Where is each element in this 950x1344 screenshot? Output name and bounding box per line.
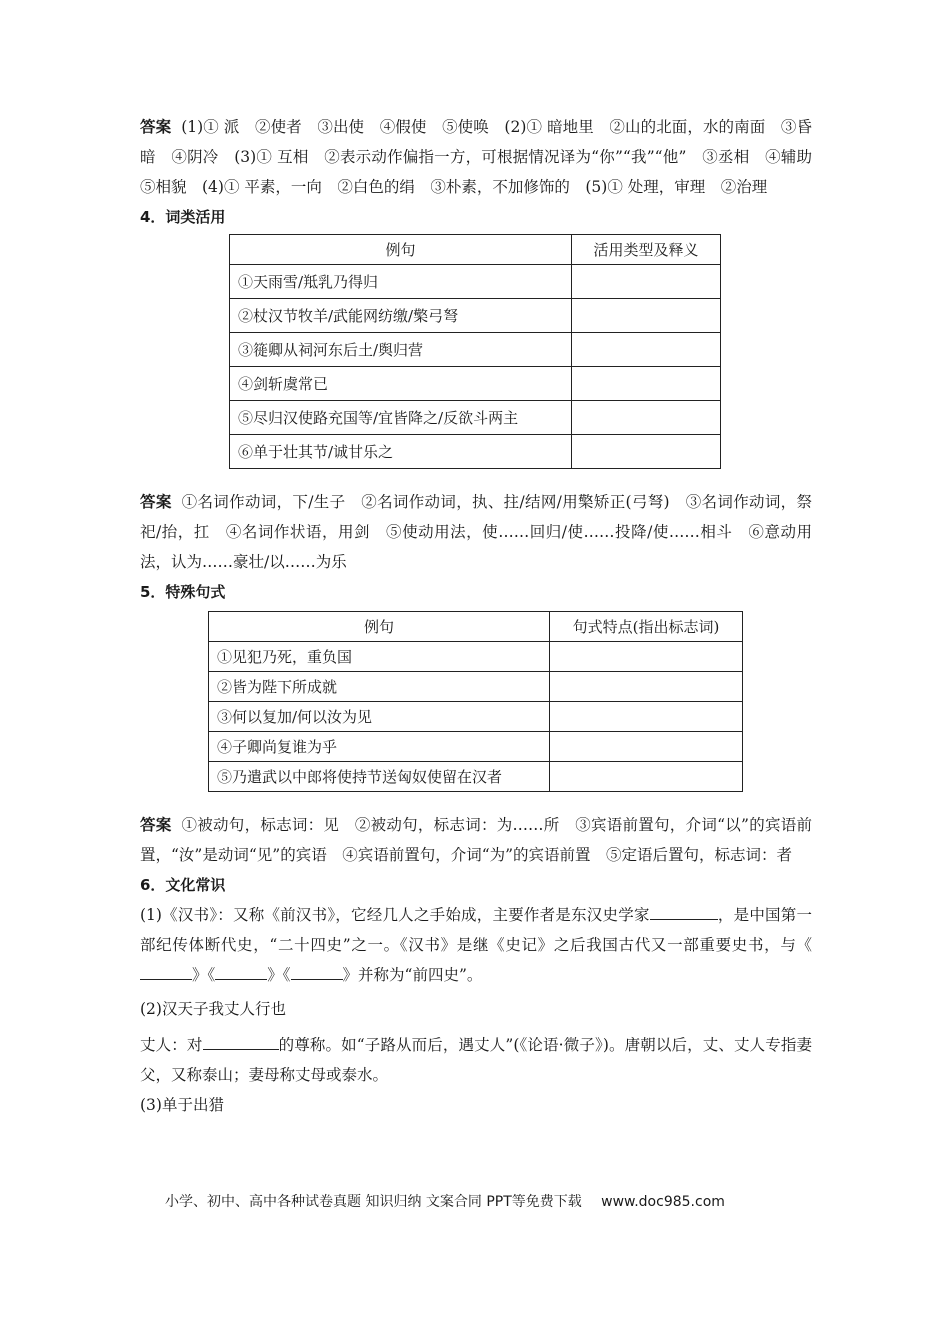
answer-block-3 xyxy=(140,112,828,202)
answer-text: ①名词作动词，下/生子 ②名词作动词，执、拄/结网/用檠矫正(弓弩) ③名词作动词，祭祀/抬，扛 ④名词作状语，用剑 ⑤使动用法，使……回归/使……投降/使……相斗 ⑥意动用法，认为……豪壮/以……为乐 xyxy=(140,493,812,571)
table-row: ④剑斩虞常已 xyxy=(230,367,721,401)
culture-item-2: (2)汉天子我丈人行也 xyxy=(140,1000,286,1018)
section-title: 5．特殊句式 xyxy=(140,583,226,601)
culture-item-2-desc: 丈人：对 的尊称。如“子路从而后，遇丈人”(《论语·微子》)。唐朝以后，丈、丈人专指妻父，又称泰山；妻母称丈母或泰水。 xyxy=(140,1030,812,1090)
answer-label: 答案 xyxy=(140,492,172,511)
answer-text: ①被动句，标志词：见 ②被动句，标志词：为……所 ③宾语前置句，介词“以”的宾语前置，“汝”是动词“见”的宾语 ④宾语前置句，介词“为”的宾语前置 ⑤定语后置句，标志词：者 xyxy=(140,816,812,864)
document-page xyxy=(140,112,828,1120)
answer-label: 答案 xyxy=(140,117,172,136)
culture-item-1: (1)《汉书》：又称《前汉书》，它经几人之手始成，主要作者是东汉史学家 ，是中国第一部纪传体断代史，“二十四史”之一。《汉书》是继《史记》之后我国古代又一部重要史书，与《》《 》《 》并称为“前四史”。 xyxy=(140,900,812,990)
table-row: ⑤尽归汉使路充国等/宜皆降之/反欲斗两主 xyxy=(230,401,721,435)
table-row: ①天雨雪/羝乳乃得归 xyxy=(230,265,721,299)
table-row: ⑥单于壮其节/诚甘乐之 xyxy=(230,435,721,469)
table-row: ②皆为陛下所成就 xyxy=(209,672,743,702)
table-row: ④子卿尚复谁为乎 xyxy=(209,732,743,762)
answer-block-4 xyxy=(140,487,812,577)
table-row: ①见犯乃死，重负国 xyxy=(209,642,743,672)
fill-blank[interactable] xyxy=(215,963,267,980)
culture-item-3: (3)单于出猎 xyxy=(140,1096,224,1114)
table-header: 活用类型及释义 xyxy=(572,235,721,265)
table-row: ②杖汉节牧羊/武能网纺缴/檠弓弩 xyxy=(230,299,721,333)
footer: 小学、初中、高中各种试卷真题 知识归纳 文案合同 PPT等免费下载 www.doc985.com xyxy=(165,1194,725,1210)
fill-blank[interactable] xyxy=(203,1033,279,1050)
sentence-pattern-table xyxy=(208,611,743,792)
table-row: ③何以复加/何以汝为见 xyxy=(209,702,743,732)
table-header: 例句 xyxy=(230,235,572,265)
word-usage-table xyxy=(229,234,721,469)
fill-blank[interactable] xyxy=(650,903,718,920)
footer-link[interactable]: www.doc985.com xyxy=(601,1194,725,1210)
answer-text: (1)① 派 ②使者 ③出使 ④假使 ⑤使唤 (2)① 暗地里 ②山的北面，水的南面 ③昏暗 ④阴冷 (3)① 互相 ②表示动作偏指一方，可根据情况译为“你”“我”“他” ③丞相 ④辅助 ⑤相貌 (4)① 平素，一向 ②白色的绢 ③朴素，不加修饰的 (5)① 处理，审理 ②治理 xyxy=(140,118,828,196)
table-row: ⑤乃遣武以中郎将使持节送匈奴使留在汉者 xyxy=(209,762,743,792)
table-header: 例句 xyxy=(209,612,550,642)
fill-blank[interactable] xyxy=(291,963,343,980)
fill-blank[interactable] xyxy=(140,963,192,980)
answer-label: 答案 xyxy=(140,815,172,834)
section-title: 6．文化常识 xyxy=(140,876,226,894)
table-header: 句式特点(指出标志词) xyxy=(550,612,743,642)
table-row: ③簁卿从祠河东后土/舆归营 xyxy=(230,333,721,367)
section-title: 4．词类活用 xyxy=(140,208,226,226)
answer-block-5 xyxy=(140,810,812,870)
